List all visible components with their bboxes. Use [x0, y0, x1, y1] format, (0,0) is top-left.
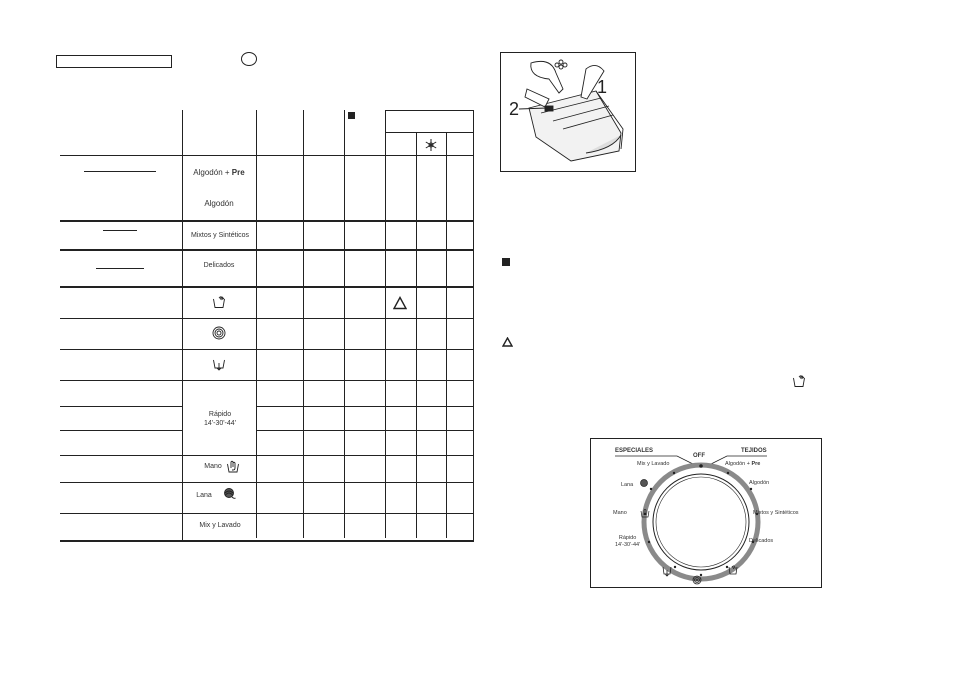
dial-mixtos: Mixtos y Sintéticos	[753, 510, 799, 516]
dial-especiales-label: ESPECIALES	[615, 448, 654, 454]
square-marker-icon	[502, 258, 510, 266]
square-marker-icon	[348, 112, 355, 119]
dial-tejidos-label: TEJIDOS	[741, 448, 767, 454]
program-mix-lavado: Mix y Lavado	[199, 522, 241, 529]
wool-icon	[222, 487, 236, 501]
program-algodon-pre: Algodón + Pre	[193, 168, 245, 177]
drain-icon	[212, 357, 226, 371]
snowflake-icon	[424, 138, 438, 152]
program-delicados: Delicados	[203, 262, 235, 269]
drawer-drawing	[501, 53, 635, 171]
hand-wash-icon	[226, 459, 240, 473]
spin-icon	[212, 326, 226, 340]
dial-mix-lavado: Mix y Lavado	[637, 461, 670, 467]
dial-lana: Lana	[621, 482, 634, 488]
program-algodon: Algodón	[204, 199, 234, 208]
detergent-drawer-illustration	[500, 52, 636, 172]
programme-dial-panel	[590, 438, 822, 588]
program-lana: Lana	[196, 492, 212, 499]
drawer-label-1: 1	[597, 77, 608, 97]
program-rapido: Rápido 14'-30'-44'	[203, 411, 237, 427]
dial-off-label: OFF	[693, 453, 705, 459]
dial-algodon: Algodón	[749, 480, 770, 486]
rinse-icon	[212, 295, 226, 309]
dial-delicados: Delicados	[749, 538, 774, 544]
triangle-marker-icon	[502, 337, 513, 347]
language-code-circle	[241, 52, 257, 66]
drawer-label-2: 2	[509, 99, 520, 119]
triangle-marker-icon	[393, 296, 407, 310]
dial-algodon-pre: Algodón + Pre	[725, 461, 761, 467]
dial-rapido: Rápido 14'-30'-44'	[615, 535, 641, 548]
program-mano: Mano	[204, 463, 222, 470]
language-label-box	[56, 55, 172, 68]
programme-table	[60, 110, 474, 541]
program-mixtos: Mixtos y Sintéticos	[191, 232, 249, 239]
rinse-icon	[792, 374, 806, 388]
dial-mano: Mano	[613, 510, 627, 516]
